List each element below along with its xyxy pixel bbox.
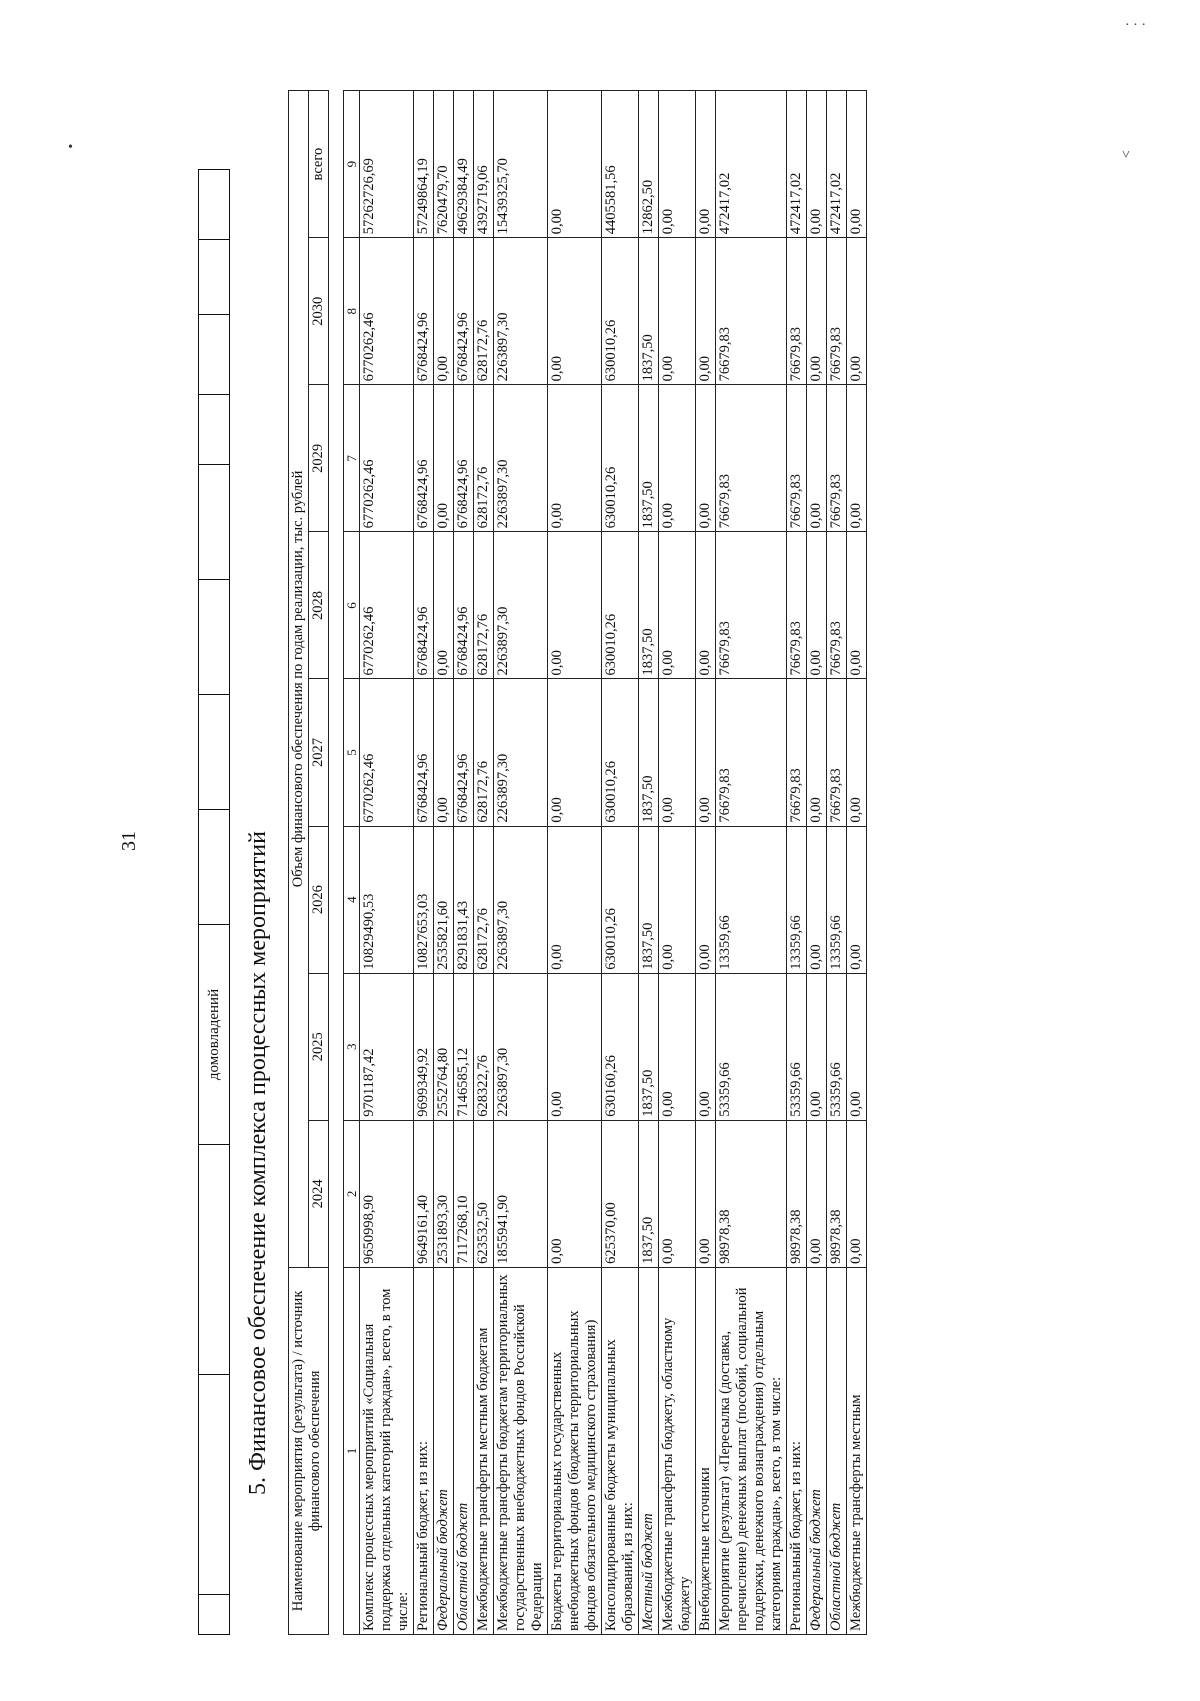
- fragment-cell: [199, 695, 230, 810]
- row-year-value: 0,00: [659, 1120, 696, 1267]
- row-year-value: 76679,83: [787, 679, 807, 826]
- row-year-value: 0,00: [548, 826, 602, 973]
- row-total-value: 7620479,70: [434, 91, 454, 238]
- table-row: [474, 91, 494, 1635]
- row-total-value: 472417,02: [716, 91, 787, 238]
- row-year-value: 0,00: [847, 973, 867, 1120]
- row-year-value: 2552764,80: [434, 973, 454, 1120]
- row-label: Областной бюджет: [827, 1267, 847, 1634]
- row-year-value: 0,00: [548, 532, 602, 679]
- row-year-value: 76679,83: [827, 679, 847, 826]
- row-year-value: 6770262,46: [360, 679, 414, 826]
- row-year-value: 628172,76: [474, 532, 494, 679]
- row-year-value: 628322,76: [474, 973, 494, 1120]
- row-year-value: 76679,83: [787, 238, 807, 385]
- row-year-value: 76679,83: [827, 385, 847, 532]
- table-row: [494, 91, 548, 1635]
- row-year-value: 0,00: [847, 238, 867, 385]
- year-header: 2028: [309, 532, 329, 679]
- table-row: [847, 91, 867, 1635]
- row-label: Федеральный бюджет: [807, 1267, 827, 1634]
- row-label: Консолидированные бюджеты муниципальных образований, из них:: [602, 1267, 639, 1634]
- row-year-value: 0,00: [807, 679, 827, 826]
- row-year-value: 0,00: [434, 679, 454, 826]
- row-total-value: 4405581,56: [602, 91, 639, 238]
- row-year-value: 6768424,96: [454, 385, 474, 532]
- fragment-cell: [199, 810, 230, 925]
- row-year-value: 9701187,42: [360, 973, 414, 1120]
- row-year-value: 7117268,10: [454, 1120, 474, 1267]
- row-year-value: 6770262,46: [360, 532, 414, 679]
- year-header: 2029: [309, 385, 329, 532]
- row-year-value: 0,00: [847, 385, 867, 532]
- row-year-value: 625370,00: [602, 1120, 639, 1267]
- row-year-value: 13359,66: [716, 826, 787, 973]
- table-row: [807, 91, 827, 1635]
- year-header: 2025: [309, 973, 329, 1120]
- row-year-value: 0,00: [807, 1120, 827, 1267]
- row-year-value: 2263897,30: [494, 385, 548, 532]
- row-year-value: 630010,26: [602, 679, 639, 826]
- row-total-value: 12862,50: [639, 91, 659, 238]
- column-number: 2: [344, 1120, 360, 1267]
- row-year-value: 0,00: [659, 679, 696, 826]
- row-label: Межбюджетные трансферты бюджетам территориальных государственных внебюджетных фондов Российской Федерации: [494, 1267, 548, 1634]
- row-year-value: 1837,50: [639, 973, 659, 1120]
- row-year-value: 0,00: [847, 826, 867, 973]
- fragment-cell: [199, 1375, 230, 1595]
- fragment-cell-text: домовладений: [199, 925, 230, 1145]
- row-total-value: 57262726,69: [360, 91, 414, 238]
- row-year-value: 0,00: [696, 238, 716, 385]
- row-label: Внебюджетные источники: [696, 1267, 716, 1634]
- row-year-value: 0,00: [548, 973, 602, 1120]
- row-year-value: 0,00: [847, 1120, 867, 1267]
- table-row: [716, 91, 787, 1635]
- row-year-value: 1855941,90: [494, 1120, 548, 1267]
- row-year-value: 628172,76: [474, 385, 494, 532]
- year-header: 2027: [309, 679, 329, 826]
- row-year-value: 1837,50: [639, 385, 659, 532]
- year-header: 2026: [309, 826, 329, 973]
- row-year-value: 0,00: [696, 973, 716, 1120]
- row-year-value: 0,00: [696, 532, 716, 679]
- table-row: [548, 91, 602, 1635]
- column-number: 5: [344, 679, 360, 826]
- row-total-value: 15439325,70: [494, 91, 548, 238]
- row-year-value: 10827653,03: [414, 826, 434, 973]
- row-year-value: 13359,66: [827, 826, 847, 973]
- row-year-value: 6770262,46: [360, 238, 414, 385]
- row-year-value: 1837,50: [639, 826, 659, 973]
- table-row: [434, 91, 454, 1635]
- row-label: Региональный бюджет, из них:: [787, 1267, 807, 1634]
- row-label: Региональный бюджет, из них:: [414, 1267, 434, 1634]
- page-number: 31: [118, 831, 140, 851]
- row-year-value: 76679,83: [716, 679, 787, 826]
- row-year-value: 0,00: [696, 826, 716, 973]
- row-year-value: 76679,83: [787, 532, 807, 679]
- row-label: Областной бюджет: [454, 1267, 474, 1634]
- row-year-value: 630010,26: [602, 238, 639, 385]
- row-year-value: 630010,26: [602, 385, 639, 532]
- row-year-value: 0,00: [659, 238, 696, 385]
- row-year-value: 0,00: [847, 679, 867, 826]
- row-year-value: 8291831,43: [454, 826, 474, 973]
- row-year-value: 76679,83: [716, 385, 787, 532]
- row-year-value: 1837,50: [639, 532, 659, 679]
- row-year-value: 0,00: [548, 679, 602, 826]
- scan-speck: •: [68, 140, 73, 155]
- row-year-value: 1837,50: [639, 238, 659, 385]
- row-year-value: 0,00: [659, 532, 696, 679]
- fragment-cell: [199, 395, 230, 465]
- row-year-value: 6768424,96: [454, 679, 474, 826]
- table-row: [360, 91, 414, 1635]
- row-year-value: 98978,38: [716, 1120, 787, 1267]
- column-number: 4: [344, 826, 360, 973]
- row-year-value: 13359,66: [787, 826, 807, 973]
- row-year-value: 0,00: [696, 679, 716, 826]
- row-total-value: 0,00: [696, 91, 716, 238]
- row-year-value: 623532,50: [474, 1120, 494, 1267]
- row-year-value: 630160,26: [602, 973, 639, 1120]
- row-total-value: 0,00: [659, 91, 696, 238]
- row-year-value: 0,00: [659, 973, 696, 1120]
- table-row: [659, 91, 696, 1635]
- row-year-value: 9650998,90: [360, 1120, 414, 1267]
- column-number: 7: [344, 385, 360, 532]
- total-header: всего: [309, 91, 329, 238]
- row-year-value: 2263897,30: [494, 973, 548, 1120]
- row-year-value: 9699349,92: [414, 973, 434, 1120]
- row-label: Федеральный бюджет: [434, 1267, 454, 1634]
- row-year-value: 630010,26: [602, 826, 639, 973]
- row-label: Местный бюджет: [639, 1267, 659, 1634]
- table-row: [827, 91, 847, 1635]
- row-year-value: 98978,38: [827, 1120, 847, 1267]
- row-total-value: 0,00: [548, 91, 602, 238]
- row-year-value: 53359,66: [787, 973, 807, 1120]
- header-volume-cell: Объем финансового обеспечения по годам реализации, тыс. рублей: [289, 91, 309, 1268]
- row-year-value: 0,00: [548, 1120, 602, 1267]
- row-year-value: 98978,38: [787, 1120, 807, 1267]
- row-year-value: 0,00: [847, 532, 867, 679]
- row-year-value: 2263897,30: [494, 532, 548, 679]
- column-number: 8: [344, 238, 360, 385]
- row-year-value: 76679,83: [827, 238, 847, 385]
- row-year-value: 0,00: [659, 826, 696, 973]
- header-name-cell: Наименование мероприятия (результата) / источник финансового обеспечения: [289, 1267, 329, 1634]
- fragment-cell: [199, 1595, 230, 1635]
- row-total-value: 49629384,49: [454, 91, 474, 238]
- table-row: [602, 91, 639, 1635]
- row-year-value: 0,00: [548, 238, 602, 385]
- table-row: [414, 91, 434, 1635]
- fragment-cell: [199, 465, 230, 580]
- fragment-cell: [199, 240, 230, 315]
- row-year-value: 0,00: [807, 826, 827, 973]
- row-year-value: 53359,66: [827, 973, 847, 1120]
- row-total-value: 472417,02: [827, 91, 847, 238]
- rotated-document-content: [198, 65, 1078, 1635]
- row-year-value: 2263897,30: [494, 826, 548, 973]
- row-year-value: 0,00: [807, 385, 827, 532]
- row-label: Комплекс процессных мероприятий «Социальная поддержка отдельных категорий граждан», всего, в том числе:: [360, 1267, 414, 1634]
- row-year-value: 7146585,12: [454, 973, 474, 1120]
- row-year-value: 0,00: [659, 385, 696, 532]
- row-total-value: 4392719,06: [474, 91, 494, 238]
- row-year-value: 6768424,96: [414, 532, 434, 679]
- row-year-value: 6768424,96: [454, 238, 474, 385]
- row-year-value: 2263897,30: [494, 238, 548, 385]
- column-number: 1: [344, 1267, 360, 1634]
- row-year-value: 6768424,96: [454, 532, 474, 679]
- row-year-value: 53359,66: [716, 973, 787, 1120]
- year-header: 2024: [309, 1120, 329, 1267]
- row-year-value: 1837,50: [639, 1120, 659, 1267]
- column-number: 3: [344, 973, 360, 1120]
- row-year-value: 76679,83: [787, 385, 807, 532]
- row-year-value: 6768424,96: [414, 238, 434, 385]
- row-total-value: 0,00: [847, 91, 867, 238]
- column-number: 6: [344, 532, 360, 679]
- row-year-value: 0,00: [696, 1120, 716, 1267]
- row-year-value: 0,00: [807, 973, 827, 1120]
- fragment-cell: [199, 580, 230, 695]
- row-year-value: 76679,83: [827, 532, 847, 679]
- row-year-value: 6768424,96: [414, 385, 434, 532]
- scan-speck: ˅: [1122, 148, 1130, 163]
- row-year-value: 2531893,30: [434, 1120, 454, 1267]
- column-number: 9: [344, 91, 360, 238]
- row-year-value: 9649161,40: [414, 1120, 434, 1267]
- row-label: Межбюджетные трансферты местным: [847, 1267, 867, 1634]
- scan-speck: · · ·: [1125, 18, 1146, 33]
- row-year-value: 10829490,53: [360, 826, 414, 973]
- row-year-value: 2263897,30: [494, 679, 548, 826]
- fragment-cell: [199, 1145, 230, 1375]
- row-year-value: 0,00: [434, 238, 454, 385]
- financing-table: [288, 90, 867, 1635]
- row-year-value: 628172,76: [474, 679, 494, 826]
- row-year-value: 0,00: [548, 385, 602, 532]
- table-row: [639, 91, 659, 1635]
- row-year-value: 1837,50: [639, 679, 659, 826]
- table-row: [696, 91, 716, 1635]
- row-year-value: 0,00: [696, 385, 716, 532]
- table-row: [454, 91, 474, 1635]
- row-year-value: 6768424,96: [414, 679, 434, 826]
- table-row: [787, 91, 807, 1635]
- row-year-value: 0,00: [434, 385, 454, 532]
- row-year-value: 628172,76: [474, 238, 494, 385]
- row-year-value: 0,00: [807, 532, 827, 679]
- row-year-value: 6770262,46: [360, 385, 414, 532]
- row-label: Бюджеты территориальных государственных внебюджетных фондов (бюджеты территориальных фондов обязательного медицинского страхования): [548, 1267, 602, 1634]
- row-year-value: 2535821,60: [434, 826, 454, 973]
- row-total-value: 472417,02: [787, 91, 807, 238]
- row-year-value: 76679,83: [716, 532, 787, 679]
- row-year-value: 0,00: [434, 532, 454, 679]
- section-heading: 5. Финансовое обеспечение комплекса процессных мероприятий: [245, 831, 271, 1495]
- row-year-value: 76679,83: [716, 238, 787, 385]
- row-label: Мероприятие (результат) «Пересылка (доставка, перечисление) денежных выплат (пособий, социальной поддержки, денежного вознаграждения) отдельным категориям граждан», всего, в том числе:: [716, 1267, 787, 1634]
- year-header: 2030: [309, 238, 329, 385]
- row-year-value: 0,00: [807, 238, 827, 385]
- row-total-value: 0,00: [807, 91, 827, 238]
- row-label: Межбюджетные трансферты бюджету, областному бюджету: [659, 1267, 696, 1634]
- financing-table-body: [360, 91, 867, 1635]
- previous-table-fragment: [198, 169, 230, 1635]
- row-total-value: 57249864,19: [414, 91, 434, 238]
- row-year-value: 628172,76: [474, 826, 494, 973]
- row-year-value: 630010,26: [602, 532, 639, 679]
- fragment-cell: [199, 315, 230, 395]
- row-label: Межбюджетные трансферты местным бюджетам: [474, 1267, 494, 1634]
- fragment-cell: [199, 170, 230, 240]
